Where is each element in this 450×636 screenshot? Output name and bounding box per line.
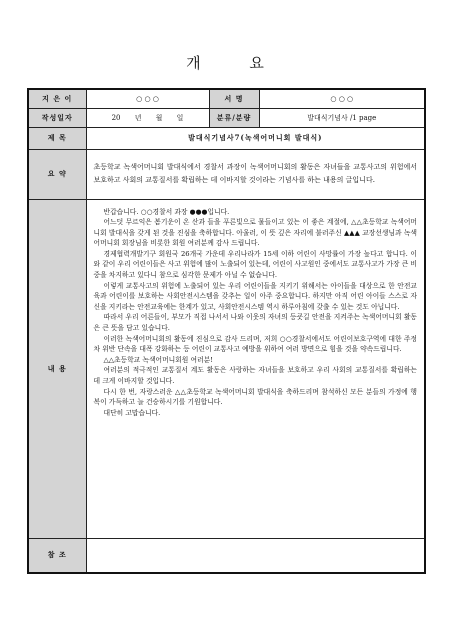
content-paragraph: 대단히 고맙습니다. xyxy=(103,408,161,417)
subject-row xyxy=(28,127,425,149)
summary-row xyxy=(28,149,425,199)
content-row xyxy=(28,199,425,538)
content-body xyxy=(86,199,425,538)
book-title-label: 서 명 xyxy=(209,89,259,108)
date-label: 작성일자 xyxy=(28,108,86,127)
date-row xyxy=(28,108,425,127)
document-heading: 개 요 xyxy=(186,54,286,72)
book-title-value: ○ ○ ○ xyxy=(259,89,425,108)
content-paragraph: △△초등학교 녹색어머니회원 여러분! xyxy=(103,355,213,364)
content-paragraph: 여러분의 적극적인 교통질서 계도 활동은 사랑하는 자녀들을 보호하고 우리 사회의 교통질서를 확립하는 데 크게 이바지할 것입니다. xyxy=(93,366,417,385)
content-paragraph: 이러한 녹색어머니회의 활동에 진심으로 감사 드리며, 저희 ○○경찰서에서도 어린이보호구역에 대한 주정차 위반 단속을 대폭 강화하는 등 어린이 교통사고 예방을 위하여 여러 방면으로 힘을 것을 약속드립니다. xyxy=(93,334,417,354)
reference-value xyxy=(86,538,425,573)
content-paragraph: 이렇게 교통사고의 위험에 노출되어 있는 우리 어린이들을 지키기 위해서는 아이들을 대상으로 한 안전교육과 어린이를 보호하는 사회안전시스템을 갖추는 일이 아주 중요합니다. 하지만 아직 어린 아이들 스스로 자신을 지키라는 안전교육에는 한계가 있고, 사회안전시스템 역시 하루아침에 갖출 수 있는 것도 아닙니다. xyxy=(93,281,417,311)
author-label: 지 은 이 xyxy=(28,89,86,108)
summary-form-table xyxy=(27,88,426,574)
content-paragraph: 다시 한 번, 자랑스러운 △△초등학교 녹색어머니회 발대식을 축하드리며 참석하신 모든 분들의 가정에 행복이 가득하고 늘 건승하시기를 기원합니다. xyxy=(93,387,417,407)
content-label: 내 용 xyxy=(28,199,86,538)
subject-value: 발대식기념사7(녹색어머니회 발대식) xyxy=(86,127,425,149)
summary-label: 요 약 xyxy=(28,149,86,199)
reference-label: 참 조 xyxy=(28,538,86,573)
reference-row xyxy=(28,538,425,573)
content-paragraph: 어느덧 무르익은 봄기운이 온 산과 들을 푸른빛으로 물들이고 있는 이 좋은 계절에, △△초등학교 녹색어머니회 발대식을 갖게 된 것을 진심을 축하합니다. 아울러, 이 뜻 깊은 자리에 불러주신 ▲▲▲ 교장선생님과 녹색어머니회 회장님을 비롯한 회원 여러분께 감사 드립니다. xyxy=(93,218,417,248)
content-paragraph: 따라서 우리 어른들이, 부모가 직접 나서서 나와 이웃의 자녀의 등굣길 안전을 지켜주는 녹색어머니회 활동은 큰 뜻을 담고 있습니다. xyxy=(93,313,417,333)
category-value: 발대식기념사 /1 page xyxy=(259,108,425,127)
content-paragraph: 반갑습니다. ○○경찰서 과장 ●●●입니다. xyxy=(103,207,230,216)
summary-text: 초등학교 녹색어머니회 발대식에서 경찰서 과장이 녹색어머니회의 활동은 자녀들을 교통사고의 위험에서 보호하고 사회의 교통질서를 확립하는 데 이바지할 것이라는 기념사를 하는 내용의 글입니다. xyxy=(86,149,425,199)
category-label: 분류/분량 xyxy=(209,108,259,127)
subject-label: 제 목 xyxy=(28,127,86,149)
author-row xyxy=(28,89,425,108)
author-value: ○ ○ ○ xyxy=(86,89,209,108)
content-paragraph: 경제협력개발기구 회원국 26개국 가운데 우리나라가 15세 이하 어린이 사망률이 가장 높다고 합니다. 이와 같이 우리 어린이들은 사고 위험에 많이 노출되어 있는데, 어린이 사고원인 중에서도 교통사고가 가장 큰 비중을 차지하고 있다니 참으로 심각한 문제가 아닐 수 없습니다. xyxy=(93,249,417,280)
date-value: 20 년 월 일 xyxy=(86,108,209,127)
